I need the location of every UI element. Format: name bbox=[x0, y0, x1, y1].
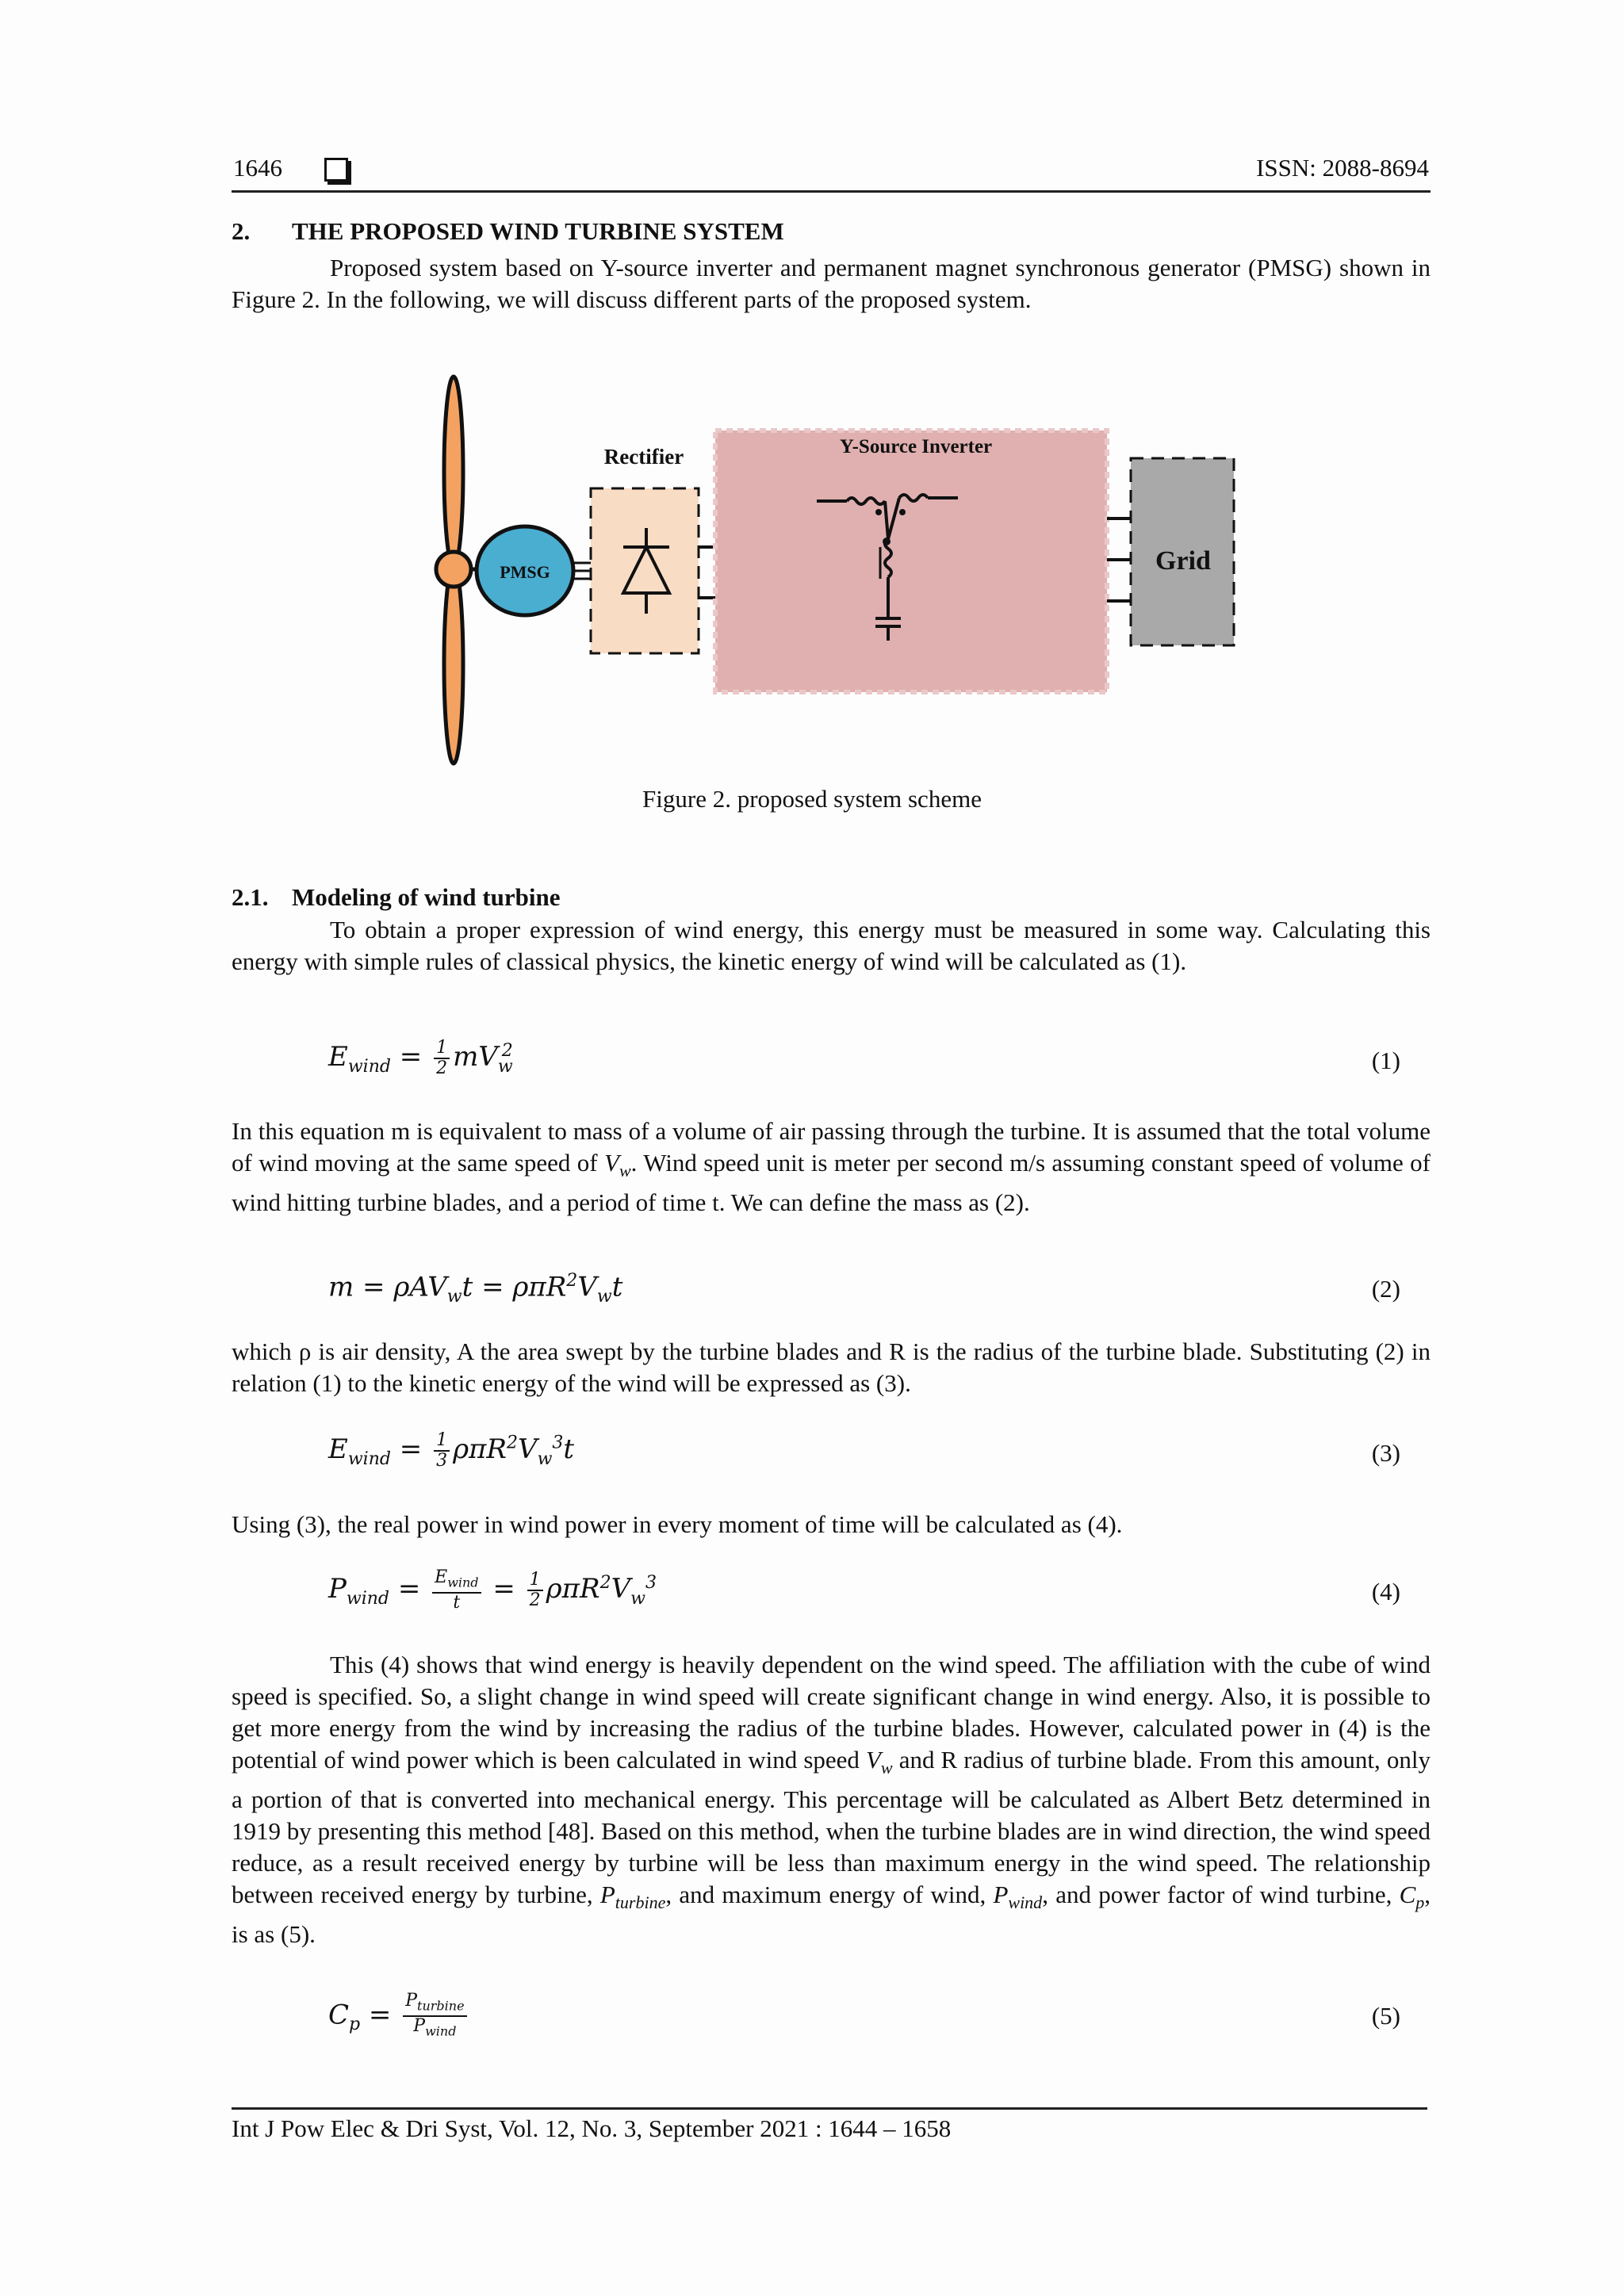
turbine-hub bbox=[436, 552, 471, 587]
footer-citation: Int J Pow Elec & Dri Syst, Vol. 12, No. 3, September 2021 : 1644 – 1658 bbox=[232, 2114, 952, 2142]
running-footer bbox=[232, 2107, 1427, 2143]
paragraph-1: To obtain a proper expression of wind energy, this energy must be measured in some way. Calculating this energy with simple rules of classical physics, the kinetic energy of wind will be calculated as (1). bbox=[232, 916, 1431, 975]
system-scheme-figure bbox=[0, 0, 1624, 793]
pmsg-label: PMSG bbox=[500, 562, 550, 582]
blade-top bbox=[444, 377, 463, 567]
section-heading-2-1: 2.1. Modeling of wind turbine bbox=[232, 883, 561, 911]
equation-2: $m = \rho AV_wt = \rho\pi R^2V_wt$ bbox=[328, 1271, 623, 1307]
paragraph-3: which ρ is air density, A the area swept by the turbine blades and R is the radius of the turbine blade. Substituting (2) in relation (1) to the kinetic energy of the wind will be expressed as (3). bbox=[232, 1337, 1431, 1397]
rectifier-label: Rectifier bbox=[603, 445, 684, 469]
paragraph-4: Using (3), the real power in wind power in every moment of time will be calculated as (4). bbox=[232, 1510, 1123, 1538]
grid-label: Grid bbox=[1155, 546, 1211, 576]
section-heading-2: 2. THE PROPOSED WIND TURBINE SYSTEM bbox=[232, 217, 784, 245]
equation-number-2: (2) bbox=[1371, 1275, 1400, 1303]
inverter-label: Y-Source Inverter bbox=[839, 436, 993, 457]
equation-number-1: (1) bbox=[1371, 1047, 1400, 1074]
equation-number-3: (3) bbox=[1371, 1439, 1400, 1467]
blade-bottom bbox=[444, 565, 463, 763]
inverter-box bbox=[715, 430, 1107, 692]
equation-4: $P_{wind}$ = $\frac{E_{wind}}{t}$ = $\frac{1}{2}$ $\rho\pi R^2V_w^3$ bbox=[328, 1567, 657, 1613]
paragraph-2: In this equation m is equivalent to mass of a volume of air passing through the turbine. It is assumed that the total volume of wind moving at the same speed of $V_w$. Wind speed unit is meter per second m/s assuming constant speed of volume of wind hitting turbine blades, and a period of time t. We can define the mass as (2). bbox=[232, 1117, 1431, 1217]
equation-3: $E_{wind}$ = $\frac{1}{3}$ $\rho\pi R^2V_w^3t$ bbox=[328, 1430, 575, 1471]
figure-caption: Figure 2. proposed system scheme bbox=[642, 785, 982, 813]
equation-number-5: (5) bbox=[1371, 2002, 1400, 2030]
issn: ISSN: 2088-8694 bbox=[1256, 154, 1429, 182]
page-number: 1646 bbox=[233, 154, 282, 182]
equation-1: $E_{wind}$ = $\frac{1}{2}$ $mV_w^2$ bbox=[328, 1038, 513, 1078]
section-2-paragraph: Proposed system based on Y-source inverter and permanent magnet synchronous generator (PMSG) shown in Figure 2. In the following, we will discuss different parts of the proposed system. bbox=[232, 254, 1431, 313]
equation-5: $C_p$ = $\frac{P_{turbine}}{P_{wind}}$ bbox=[328, 1992, 470, 2042]
equation-number-4: (4) bbox=[1371, 1578, 1400, 1605]
paragraph-5: This (4) shows that wind energy is heavily dependent on the wind speed. The affiliation with the cube of wind speed is specified. So, a slight change in wind speed will create significant change in wind energy. Also, it is possible to get more energy from the wind by increasing the radius of the turbine blades. However, calculated power in (4) is the potential of wind power which is been calculated in wind speed $V_w$ and R radius of turbine blade. From this amount, only a portion of that is converted into mechanical energy. This percentage will be calculated as Albert Betz determined in 1919 by presenting this method [48]. Based on this method, when the turbine blades are in wind direction, the wind speed reduce, as a result received energy by turbine will be less than maximum energy in the wind speed. The relationship between received energy by turbine, $P_{turbine}$, and maximum energy of wind, $P_{wind}$, and power factor of wind turbine, $C_p$, is as (5). bbox=[232, 1651, 1431, 1949]
rectifier-box bbox=[591, 488, 699, 653]
